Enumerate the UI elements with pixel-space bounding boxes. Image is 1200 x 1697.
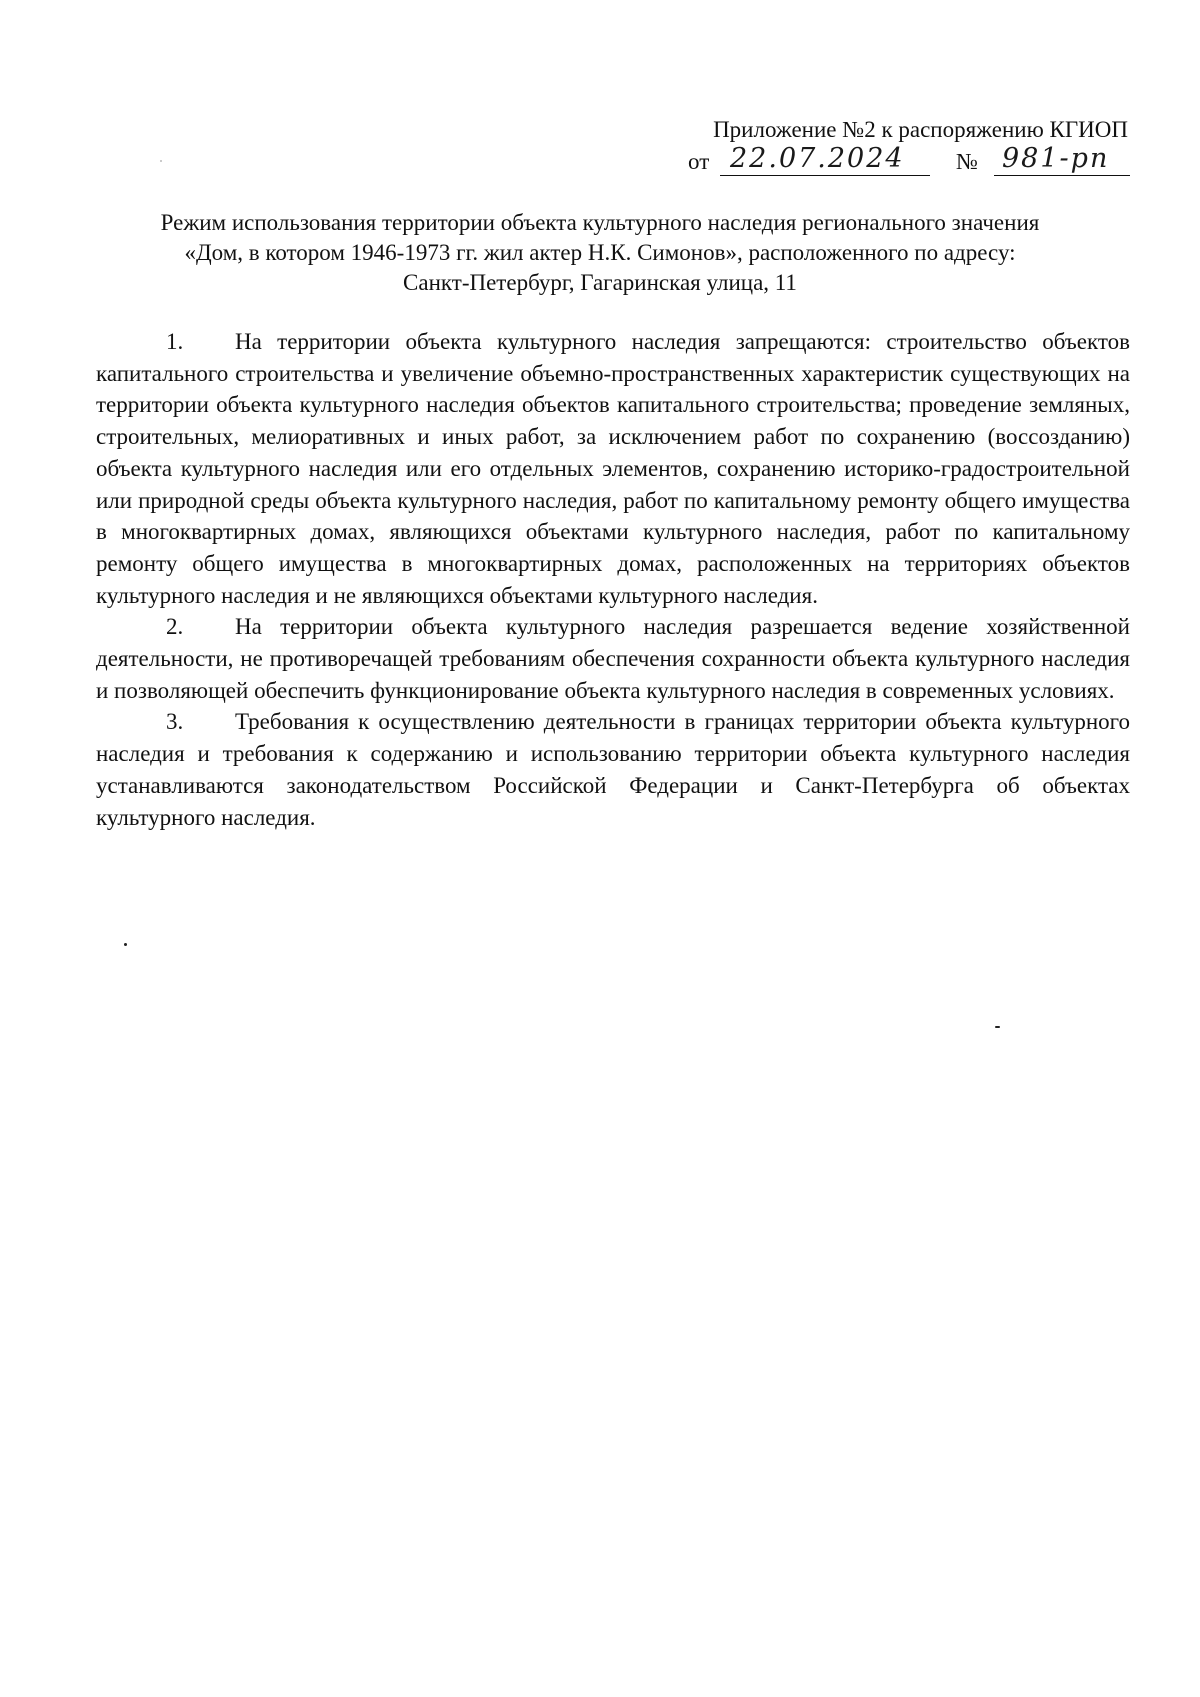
scan-speck [124, 943, 127, 946]
paragraph-number: 3. [166, 709, 184, 735]
paragraph-text: На территории объекта культурного наследия разрешается ведение хозяйственной деятельности, не противоречащей требованиям обеспечения сохранности объекта культурного наследия и позволяющей обеспечить функционирование объекта культурного наследия в современных условиях. [96, 614, 1130, 703]
title-line: Санкт-Петербург, Гагаринская улица, 11 [403, 270, 797, 295]
order-date-number-line [688, 145, 1128, 179]
scan-speck [995, 1026, 1000, 1028]
paragraph-text: На территории объекта культурного наследия запрещаются: строительство объектов капитального строительства и увеличение объемно-пространственных характеристик существующих на территории объекта культурного наследия объектов капитального строительства; проведение земляных, строительных, мелиоративных и иных работ, за исключением работ по сохранению (воссозданию) объекта культурного наследия или его отдельных элементов, сохранению историко-градостроительной или природной среды объекта культурного наследия, работ по капитальному ремонту общего имущества в многоквартирных домах, являющихся объектами культурного наследия, работ по капитальному ремонту общего имущества в многоквартирных домах, расположенных на территориях объектов культурного наследия и не являющихся объектами культурного наследия. [96, 329, 1130, 608]
number-sign-label: № [956, 149, 978, 174]
handwritten-date: 22.07.2024 [720, 141, 930, 176]
document-body [96, 326, 1130, 833]
appendix-reference: Приложение №2 к распоряжению КГИОП [713, 117, 1128, 142]
paragraph-number: 1. [166, 329, 184, 354]
scan-speck [160, 160, 162, 162]
title-line: «Дом, в котором 1946-1973 гг. жил актер Н.К. Симонов», расположенного по адресу: [184, 240, 1016, 265]
numbered-paragraph [96, 326, 1130, 611]
handwritten-order-number: 981-рп [994, 141, 1130, 176]
title-line: Режим использования территории объекта культурного наследия регионального значения [160, 210, 1040, 235]
paragraph-number: 2. [166, 614, 184, 640]
from-label: от [688, 149, 710, 174]
document-title [96, 208, 1104, 298]
paragraph-text: Требования к осуществлению деятельности в границах территории объекта культурного наследия и требования к содержанию и использованию территории объекта культурного наследия устанавливаются законодательством Российской Федерации и Санкт-Петербурга об объектах культурного наследия. [96, 709, 1130, 830]
numbered-paragraph [96, 611, 1130, 706]
numbered-paragraph [96, 706, 1130, 833]
appendix-header [688, 115, 1128, 179]
